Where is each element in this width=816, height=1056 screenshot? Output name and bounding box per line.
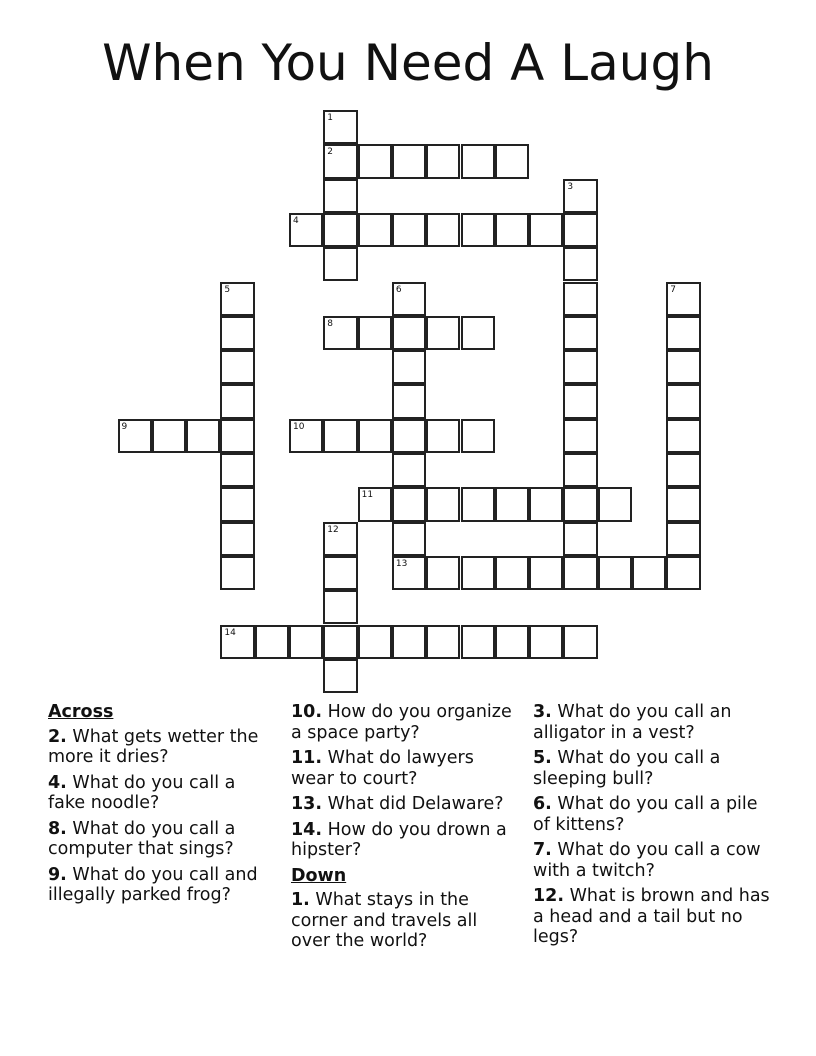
grid-cell[interactable]: [563, 350, 597, 384]
clue-number: 14: [224, 627, 236, 638]
grid-cell[interactable]: [220, 487, 254, 521]
clue-item: [291, 820, 521, 861]
grid-cell[interactable]: [666, 350, 700, 384]
clue-item-number: 7.: [533, 840, 552, 860]
across-heading: Across: [48, 702, 114, 722]
grid-cell[interactable]: [392, 453, 426, 487]
clue-number: 9: [121, 421, 128, 432]
grid-cell[interactable]: [289, 625, 323, 659]
grid-cell[interactable]: [358, 316, 392, 350]
grid-cell[interactable]: [563, 179, 597, 213]
grid-cell[interactable]: [529, 556, 563, 590]
grid-cell[interactable]: [220, 419, 254, 453]
clue-item-text: What do you call a computer that sings?: [48, 818, 236, 859]
clue-item: [291, 794, 521, 815]
grid-cell[interactable]: [392, 316, 426, 350]
down-heading: Down: [291, 865, 347, 886]
clue-item: [533, 748, 773, 789]
clue-number: 5: [224, 284, 231, 295]
clue-item-number: 2.: [48, 726, 67, 747]
clue-item-text: How do you organize a space party?: [291, 702, 512, 743]
clue-item: [533, 840, 773, 881]
grid-cell[interactable]: [666, 282, 700, 316]
grid-cell[interactable]: [529, 487, 563, 521]
grid-cell[interactable]: [666, 419, 700, 453]
grid-cell[interactable]: [392, 522, 426, 556]
clue-item: [291, 702, 521, 743]
grid-cell[interactable]: [392, 213, 426, 247]
clue-number: 12: [327, 524, 339, 535]
grid-cell[interactable]: [461, 144, 495, 178]
clues-column-2: [291, 702, 521, 957]
clue-item-number: 3.: [533, 702, 552, 722]
grid-cell[interactable]: [666, 453, 700, 487]
grid-cell[interactable]: [563, 316, 597, 350]
grid-cell[interactable]: [323, 110, 357, 144]
clue-item-number: 6.: [533, 794, 552, 814]
grid-cell[interactable]: [632, 556, 666, 590]
grid-cell[interactable]: [220, 522, 254, 556]
clue-item-text: What did Delaware?: [322, 794, 504, 814]
clue-number: 4: [293, 215, 299, 226]
grid-cell[interactable]: [426, 556, 460, 590]
grid-cell[interactable]: [495, 556, 529, 590]
clue-number: 13: [395, 558, 408, 569]
down-clue-list-continued: [533, 702, 773, 948]
grid-cell[interactable]: [666, 522, 700, 556]
grid-cell[interactable]: [461, 316, 495, 350]
clue-item-text: What do you call and illegally parked frog?: [48, 864, 258, 905]
grid-cell[interactable]: [495, 625, 529, 659]
grid-cell[interactable]: [220, 316, 254, 350]
grid-cell[interactable]: [220, 556, 254, 590]
grid-cell[interactable]: [563, 384, 597, 418]
down-clue-list: [291, 890, 521, 952]
clue-item-number: 9.: [48, 864, 67, 885]
clue-number: 7: [670, 284, 677, 295]
clue-item: [533, 794, 773, 835]
across-clue-list: [48, 727, 263, 906]
grid-cell[interactable]: [289, 419, 323, 453]
clue-item-text: What is brown and has a head and a tail but no legs?: [533, 886, 770, 947]
grid-cell[interactable]: [495, 213, 529, 247]
clue-item-text: What gets wetter the more it dries?: [48, 726, 259, 767]
grid-cell[interactable]: [598, 556, 632, 590]
grid-cell[interactable]: [392, 144, 426, 178]
clue-item-text: What stays in the corner and travels all over the world?: [291, 890, 478, 951]
clue-item: [533, 702, 773, 743]
clue-item: [291, 748, 521, 789]
across-clue-list-continued: [291, 702, 521, 861]
grid-cell[interactable]: [118, 419, 152, 453]
grid-cell[interactable]: [323, 625, 357, 659]
grid-cell[interactable]: [598, 487, 632, 521]
grid-cell[interactable]: [255, 625, 289, 659]
grid-cell[interactable]: [392, 350, 426, 384]
grid-cell[interactable]: [392, 487, 426, 521]
clue-item: [533, 886, 773, 948]
grid-cell[interactable]: [426, 144, 460, 178]
clue-number: 3: [567, 181, 574, 192]
clue-number: 11: [361, 490, 374, 501]
clue-item-number: 8.: [48, 818, 67, 839]
grid-cell[interactable]: [220, 350, 254, 384]
grid-cell[interactable]: [426, 316, 460, 350]
clue-item: [48, 865, 263, 906]
clue-number: 1: [327, 113, 334, 123]
grid-cell[interactable]: [495, 144, 529, 178]
grid-cell[interactable]: [392, 625, 426, 659]
grid-cell[interactable]: [323, 179, 357, 213]
clue-item-text: What do you call an alligator in a vest?: [533, 702, 732, 743]
clue-item-number: 12.: [533, 886, 565, 906]
grid-cell[interactable]: [152, 419, 186, 453]
grid-cell[interactable]: [563, 282, 597, 316]
clue-number: 6: [395, 284, 402, 295]
clues-column-3: [533, 702, 773, 953]
grid-cell[interactable]: [220, 625, 254, 659]
grid-cell[interactable]: [392, 282, 426, 316]
grid-cell[interactable]: [461, 625, 495, 659]
grid-cell[interactable]: [220, 384, 254, 418]
clue-item-number: 4.: [48, 772, 67, 793]
grid-cell[interactable]: [323, 247, 357, 281]
grid-cell[interactable]: [358, 144, 392, 178]
grid-cell[interactable]: [323, 316, 357, 350]
grid-cell[interactable]: [666, 384, 700, 418]
grid-cell[interactable]: [563, 625, 597, 659]
clue-item-text: What do lawyers wear to court?: [291, 748, 474, 789]
grid-cell[interactable]: [392, 384, 426, 418]
grid-cell[interactable]: [461, 419, 495, 453]
grid-cell[interactable]: [426, 213, 460, 247]
grid-cell[interactable]: [358, 419, 392, 453]
grid-cell[interactable]: [323, 213, 357, 247]
clue-item: [48, 819, 263, 860]
clue-number: 10: [293, 421, 305, 432]
clue-item-number: 11.: [291, 748, 323, 768]
clue-item: [291, 890, 521, 952]
grid-cell[interactable]: [563, 453, 597, 487]
grid-cell[interactable]: [495, 487, 529, 521]
grid-cell[interactable]: [426, 625, 460, 659]
grid-cell[interactable]: [666, 316, 700, 350]
grid-cell[interactable]: [666, 487, 700, 521]
clue-item: [48, 773, 263, 814]
grid-cell[interactable]: [358, 625, 392, 659]
grid-cell[interactable]: [323, 659, 357, 693]
grid-cell[interactable]: [563, 487, 597, 521]
grid-cell[interactable]: [392, 419, 426, 453]
clue-number: 8: [327, 318, 334, 329]
clue-item-number: 13.: [291, 794, 323, 814]
grid-cell[interactable]: [323, 590, 357, 624]
grid-cell[interactable]: [220, 282, 254, 316]
grid-cell[interactable]: [289, 213, 323, 247]
grid-cell[interactable]: [563, 419, 597, 453]
grid-cell[interactable]: [529, 213, 563, 247]
grid-cell[interactable]: [323, 419, 357, 453]
grid-cell[interactable]: [358, 487, 392, 521]
grid-cell[interactable]: [186, 419, 220, 453]
grid-cell[interactable]: [323, 522, 357, 556]
grid-cell[interactable]: [323, 144, 357, 178]
page-title: When You Need A Laugh: [102, 34, 714, 92]
clue-item-text: What do you call a cow with a twitch?: [533, 840, 761, 881]
grid-cell[interactable]: [426, 487, 460, 521]
clue-item-text: What do you call a pile of kittens?: [533, 794, 758, 835]
grid-cell[interactable]: [461, 487, 495, 521]
clue-item-number: 1.: [291, 890, 310, 910]
grid-cell[interactable]: [666, 556, 700, 590]
grid-cell[interactable]: [563, 247, 597, 281]
clue-item-number: 5.: [533, 748, 552, 768]
clue-item-number: 14.: [291, 819, 323, 840]
clue-item-number: 10.: [291, 702, 323, 722]
clues-column-1: [48, 702, 263, 911]
grid-cell[interactable]: [461, 556, 495, 590]
clue-item: [48, 727, 263, 768]
grid-cell[interactable]: [563, 556, 597, 590]
grid-cell[interactable]: [529, 625, 563, 659]
grid-cell[interactable]: [563, 522, 597, 556]
grid-cell[interactable]: [392, 556, 426, 590]
grid-cell[interactable]: [323, 556, 357, 590]
grid-cell[interactable]: [426, 419, 460, 453]
grid-cell[interactable]: [220, 453, 254, 487]
clue-number: 2: [327, 147, 334, 158]
grid-cell[interactable]: [563, 213, 597, 247]
grid-cell[interactable]: [358, 213, 392, 247]
grid-cell[interactable]: [461, 213, 495, 247]
clue-item-text: What do you call a sleeping bull?: [533, 748, 721, 789]
clue-item-text: What do you call a fake noodle?: [48, 772, 236, 813]
clue-item-text: How do you drown a hipster?: [291, 819, 507, 860]
